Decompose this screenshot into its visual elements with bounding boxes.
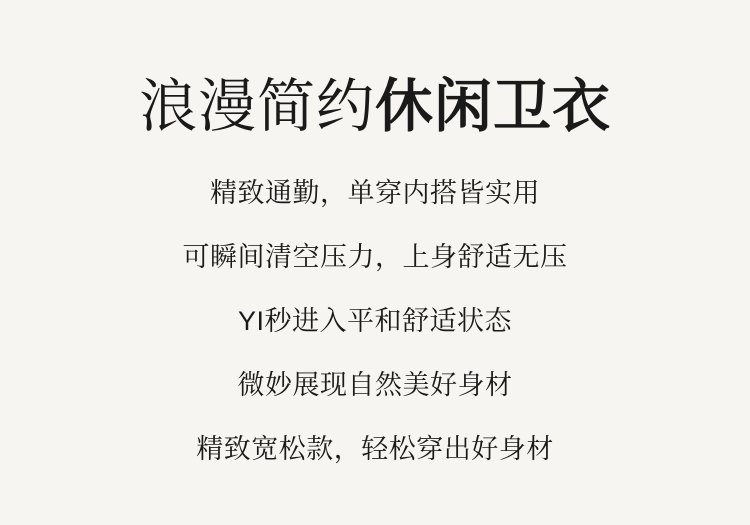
list-item: 微妙展现自然美好身材 [237,370,513,400]
page-title-bold: 休闲卫衣 [375,74,612,139]
feature-list [0,180,750,463]
page-title-light: 浪漫简约 [138,74,375,139]
page-title [138,74,612,139]
list-item: YI秒进入平和舒适状态 [237,306,512,336]
list-item: 精致通勤，单穿内搭皆实用 [210,178,540,208]
list-item: 可瞬间清空压力，上身舒适无压 [182,242,568,272]
list-item: 精致宽松款，轻松穿出好身材 [196,434,554,464]
